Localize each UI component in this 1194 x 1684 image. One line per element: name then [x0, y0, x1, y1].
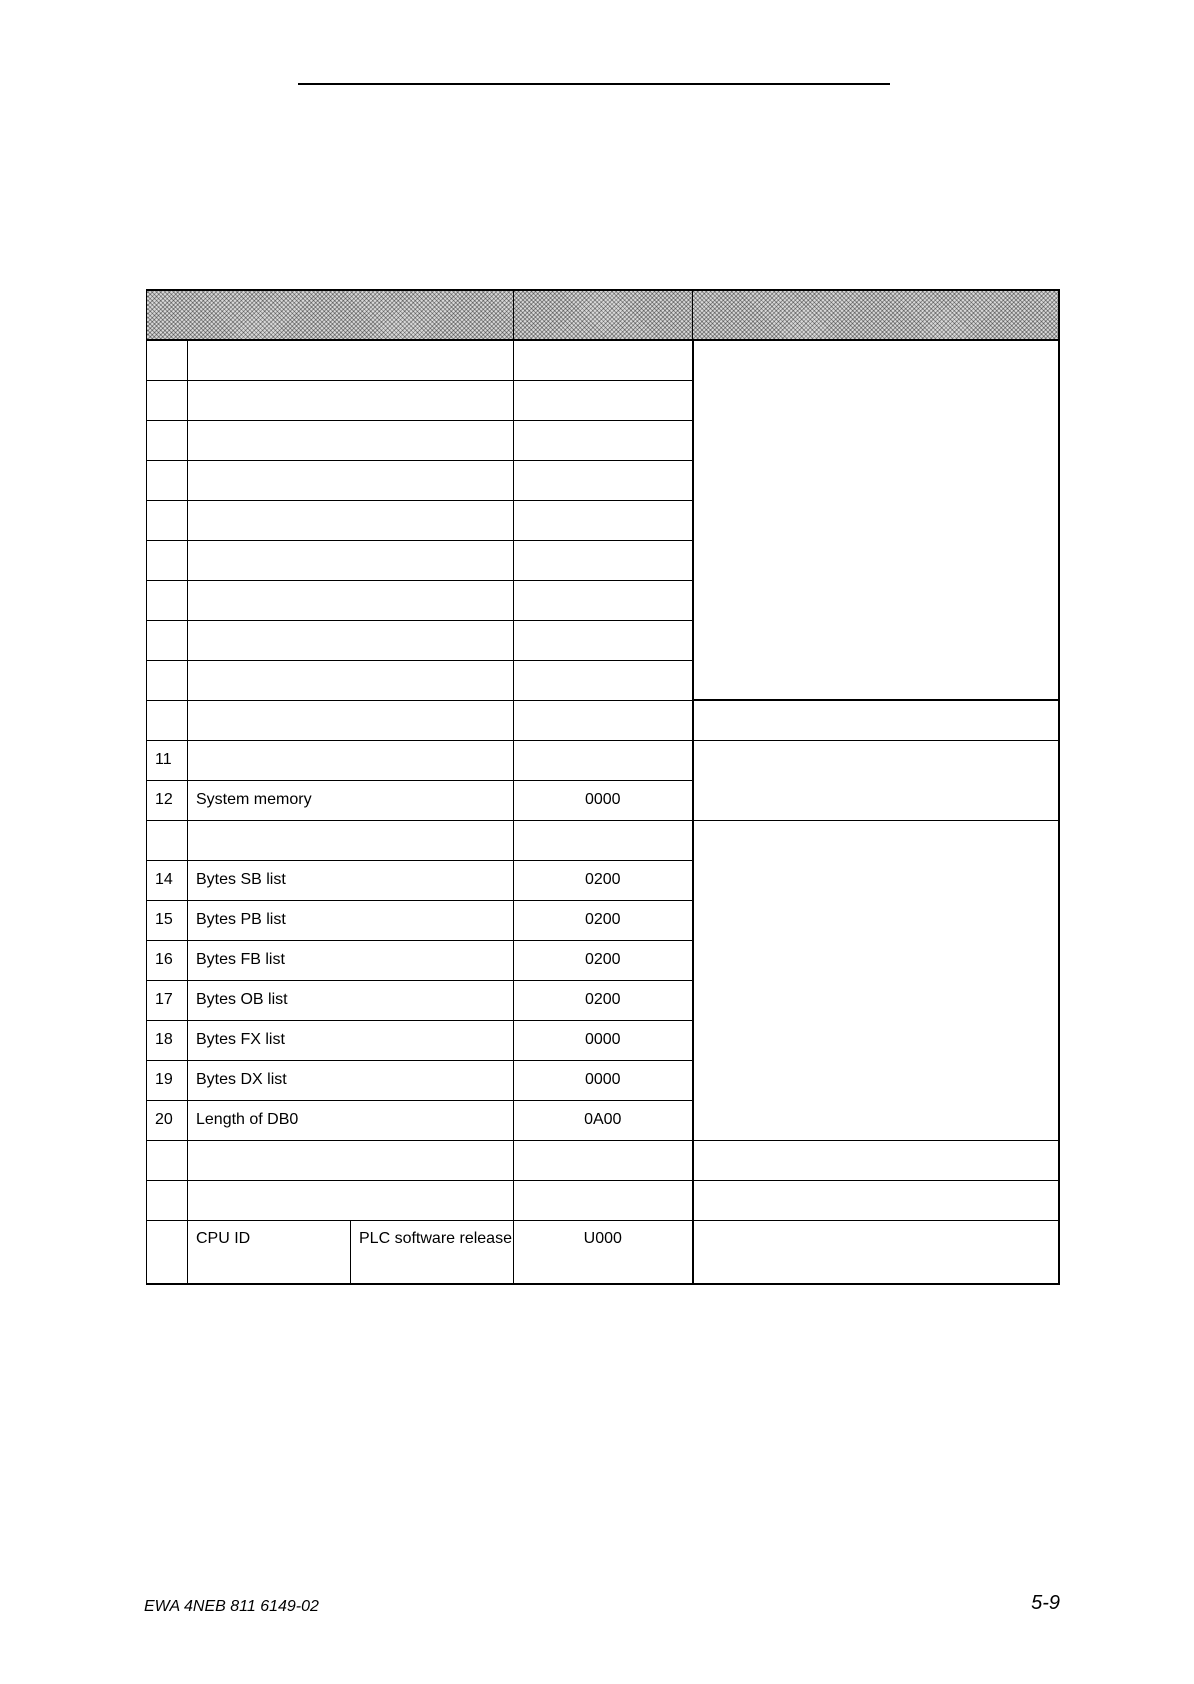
row-value: 0200	[514, 980, 693, 1020]
row-number: 17	[147, 980, 188, 1020]
row-description	[188, 620, 514, 660]
row-number: 19	[147, 1060, 188, 1100]
row-description	[188, 1180, 514, 1220]
row-value: 0200	[514, 900, 693, 940]
row-number	[147, 380, 188, 420]
row-description	[188, 420, 514, 460]
data-table-container	[146, 289, 1060, 1285]
table-row-cpu-id	[147, 1220, 1059, 1284]
row-description	[188, 660, 514, 700]
row-value	[514, 1180, 693, 1220]
header-cell-value	[514, 290, 693, 340]
row-value	[514, 580, 693, 620]
table-row	[147, 1180, 1059, 1220]
row-value: 0A00	[514, 1100, 693, 1140]
remarks-cell-2	[693, 700, 1059, 740]
row-value	[514, 540, 693, 580]
row-description	[188, 820, 514, 860]
row-number: 18	[147, 1020, 188, 1060]
row-description: Bytes OB list	[188, 980, 514, 1020]
table-row	[147, 340, 1059, 380]
row-number	[147, 700, 188, 740]
row-number: 16	[147, 940, 188, 980]
table-row	[147, 820, 1059, 860]
row-description: Bytes FX list	[188, 1020, 514, 1060]
footer-page-number: 5-9	[1031, 1592, 1060, 1614]
plc-software-release-label: PLC software release	[351, 1220, 514, 1284]
header-cell-description	[147, 290, 514, 340]
remarks-cell-6	[693, 1180, 1059, 1220]
row-value: 0000	[514, 780, 693, 820]
row-value: 0000	[514, 1020, 693, 1060]
row-description	[188, 460, 514, 500]
row-description: Bytes DX list	[188, 1060, 514, 1100]
row-description: Length of DB0	[188, 1100, 514, 1140]
row-number	[147, 1220, 188, 1284]
row-value: U000	[514, 1220, 693, 1284]
header-cell-remarks	[693, 290, 1059, 340]
row-value	[514, 660, 693, 700]
row-value	[514, 500, 693, 540]
table-header-row	[147, 290, 1059, 340]
row-number: 11	[147, 740, 188, 780]
row-number	[147, 820, 188, 860]
row-number	[147, 1180, 188, 1220]
table-row	[147, 740, 1059, 780]
row-number	[147, 340, 188, 380]
row-number	[147, 620, 188, 660]
row-description: Bytes SB list	[188, 860, 514, 900]
row-description	[188, 1140, 514, 1180]
row-description	[188, 540, 514, 580]
row-number: 15	[147, 900, 188, 940]
row-value	[514, 700, 693, 740]
remarks-cell-4	[693, 820, 1059, 1140]
row-value: 0000	[514, 1060, 693, 1100]
row-number	[147, 500, 188, 540]
table-row	[147, 1140, 1059, 1180]
row-value: 0200	[514, 940, 693, 980]
row-value	[514, 620, 693, 660]
row-description	[188, 380, 514, 420]
remarks-cell-7	[693, 1220, 1059, 1284]
row-description	[188, 740, 514, 780]
footer-document-number: EWA 4NEB 811 6149-02	[144, 1598, 319, 1615]
remarks-cell-3	[693, 740, 1059, 820]
header-rule	[298, 83, 890, 85]
row-number	[147, 580, 188, 620]
row-number	[147, 1140, 188, 1180]
row-description	[188, 500, 514, 540]
row-number	[147, 660, 188, 700]
row-value	[514, 460, 693, 500]
remarks-cell-5	[693, 1140, 1059, 1180]
cpu-id-label: CPU ID	[188, 1220, 351, 1284]
row-value	[514, 380, 693, 420]
row-value	[514, 740, 693, 780]
row-description	[188, 340, 514, 380]
row-description	[188, 580, 514, 620]
system-data-table	[146, 289, 1060, 1285]
row-value: 0200	[514, 860, 693, 900]
row-description: Bytes FB list	[188, 940, 514, 980]
row-number	[147, 420, 188, 460]
row-value	[514, 420, 693, 460]
row-description	[188, 700, 514, 740]
row-number: 12	[147, 780, 188, 820]
row-value	[514, 1140, 693, 1180]
row-number	[147, 540, 188, 580]
row-value	[514, 340, 693, 380]
row-description: Bytes PB list	[188, 900, 514, 940]
row-value	[514, 820, 693, 860]
row-number: 14	[147, 860, 188, 900]
row-description: System memory	[188, 780, 514, 820]
table-row	[147, 700, 1059, 740]
row-number: 20	[147, 1100, 188, 1140]
row-number	[147, 460, 188, 500]
remarks-cell-1	[693, 340, 1059, 700]
